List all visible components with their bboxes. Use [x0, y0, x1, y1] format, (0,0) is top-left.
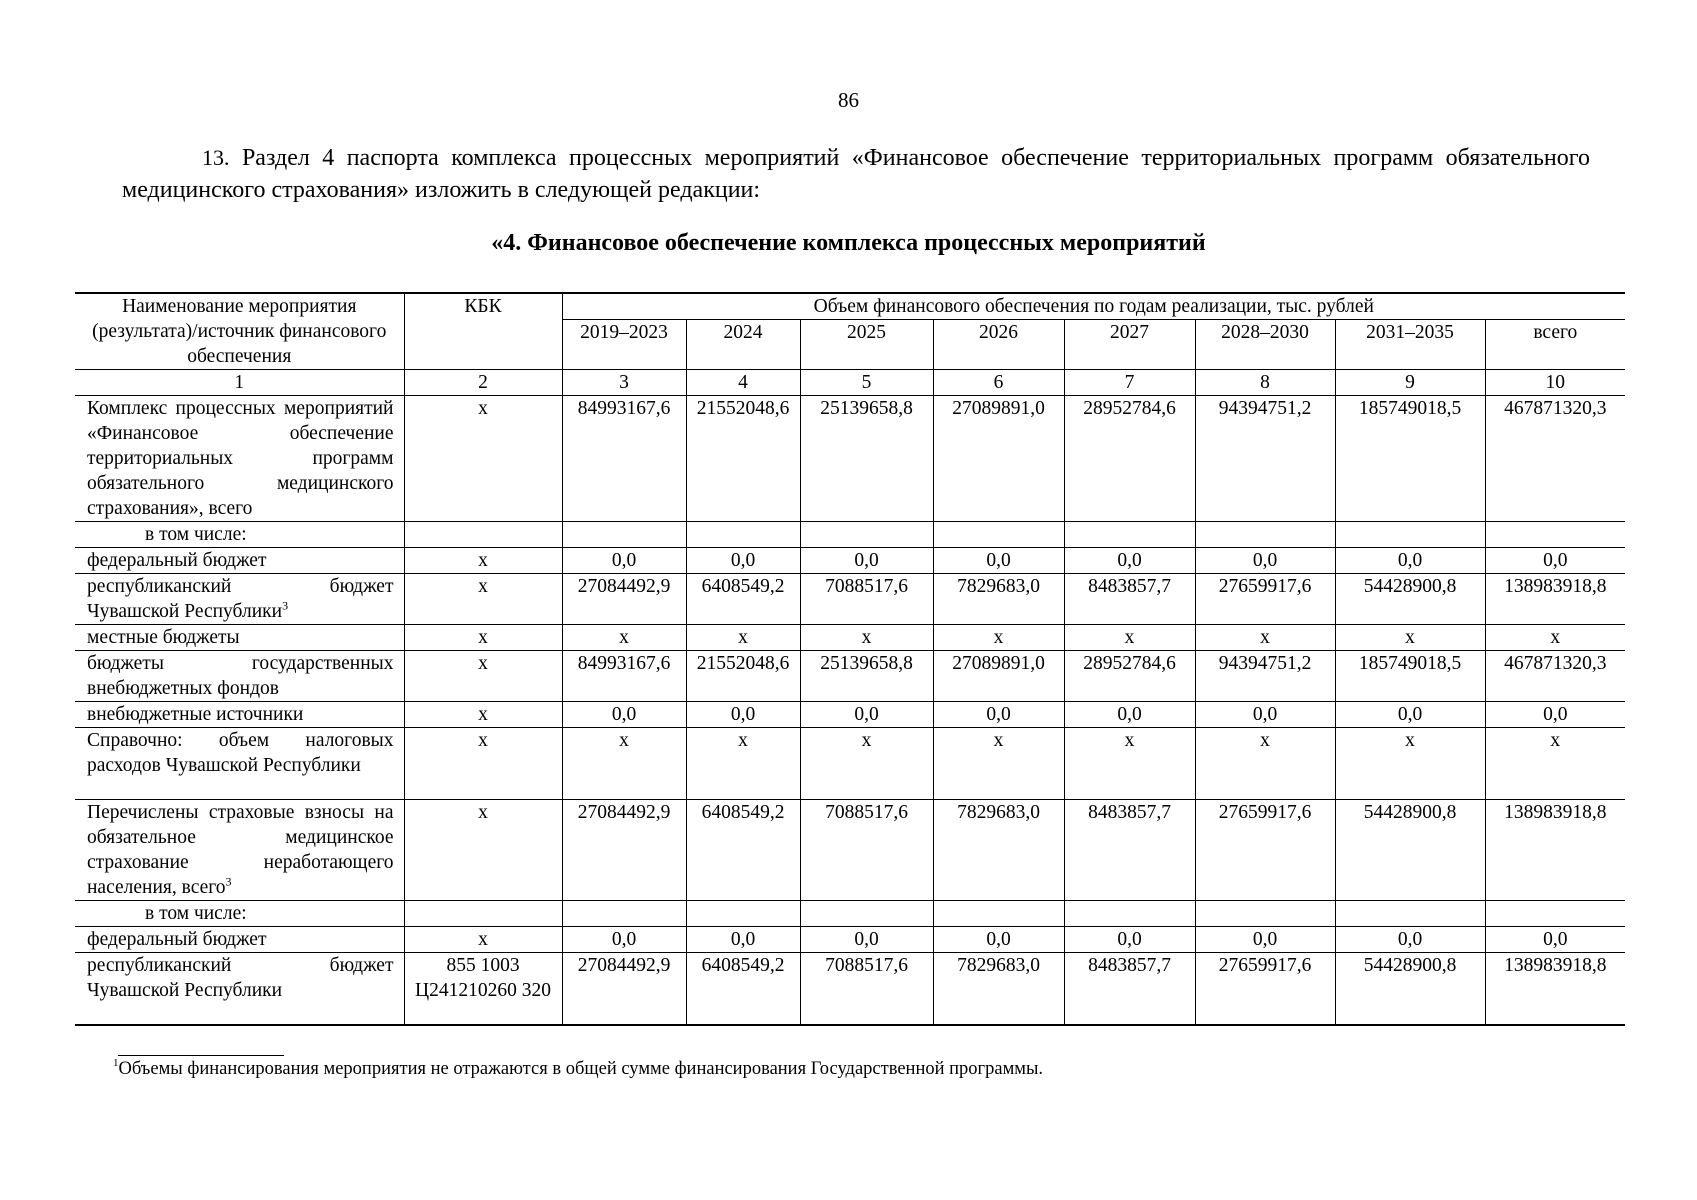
- table-row: [75, 651, 1625, 702]
- row-value: [1064, 901, 1195, 927]
- header-year: 2028–2030: [1195, 320, 1335, 370]
- row-value: [1195, 522, 1335, 548]
- column-number: 5: [800, 370, 933, 396]
- row-value: 0,0: [1485, 702, 1625, 728]
- row-value: 138983918,8: [1485, 574, 1625, 625]
- row-value: 0,0: [1195, 927, 1335, 953]
- row-value: [933, 522, 1064, 548]
- row-value: 0,0: [562, 702, 686, 728]
- row-value: 467871320,3: [1485, 651, 1625, 702]
- row-value: 0,0: [933, 927, 1064, 953]
- row-name: Перечислены страховые взносы на обязательное медицинское страхование неработающего населения, всего: [87, 802, 394, 898]
- financing-table: [75, 292, 1625, 1026]
- row-name: Справочно: объем налоговых расходов Чувашской Республики: [87, 730, 394, 776]
- row-value: 25139658,8: [800, 651, 933, 702]
- header-year: всего: [1485, 320, 1625, 370]
- row-value: [686, 901, 800, 927]
- row-name-cell: [75, 625, 404, 651]
- row-name-cell: [75, 927, 404, 953]
- row-value: х: [1195, 625, 1335, 651]
- header-year: 2027: [1064, 320, 1195, 370]
- row-value: [1485, 522, 1625, 548]
- row-value: 94394751,2: [1195, 651, 1335, 702]
- column-number: 8: [1195, 370, 1335, 396]
- row-value: [800, 901, 933, 927]
- table-row: [75, 901, 1625, 927]
- row-value: 25139658,8: [800, 396, 933, 522]
- row-value: 27659917,6: [1195, 800, 1335, 901]
- column-number: 9: [1335, 370, 1485, 396]
- row-kbk: х: [404, 702, 562, 728]
- row-value: 84993167,6: [562, 396, 686, 522]
- row-name-cell: [75, 901, 404, 927]
- row-name: в том числе:: [145, 903, 247, 924]
- table-row: [75, 800, 1625, 901]
- row-value: х: [800, 625, 933, 651]
- row-name-cell: [75, 728, 404, 800]
- table-row: [75, 396, 1625, 522]
- row-value: 0,0: [1064, 927, 1195, 953]
- row-value: 7829683,0: [933, 574, 1064, 625]
- row-value: [933, 901, 1064, 927]
- intro-text: Раздел 4 паспорта комплекса процессных мероприятий «Финансовое обеспечение территориальных программ обязательного медицинского страхования» изложить в следующей редакции:: [122, 145, 1590, 203]
- table-row: [75, 625, 1625, 651]
- footnote-text: Объемы финансирования мероприятия не отражаются в общей сумме финансирования Государственной программы.: [118, 1059, 1044, 1079]
- row-name-cell: [75, 953, 404, 1025]
- row-name: в том числе:: [145, 524, 247, 545]
- row-value: 185749018,5: [1335, 396, 1485, 522]
- row-value: 27084492,9: [562, 800, 686, 901]
- row-name-footnote-mark: 3: [282, 598, 289, 613]
- row-value: 7088517,6: [800, 574, 933, 625]
- row-value: [1195, 901, 1335, 927]
- row-value: х: [562, 728, 686, 800]
- row-kbk: х: [404, 728, 562, 800]
- row-value: х: [686, 625, 800, 651]
- row-kbk: х: [404, 651, 562, 702]
- header-year: 2025: [800, 320, 933, 370]
- row-value: х: [1485, 625, 1625, 651]
- header-volume: Объем финансового обеспечения по годам реализации, тыс. рублей: [562, 293, 1625, 320]
- row-value: х: [933, 728, 1064, 800]
- row-value: 54428900,8: [1335, 800, 1485, 901]
- row-value: 7829683,0: [933, 953, 1064, 1025]
- row-value: 0,0: [800, 927, 933, 953]
- row-value: 0,0: [1335, 548, 1485, 574]
- column-number: 7: [1064, 370, 1195, 396]
- row-value: 7088517,6: [800, 953, 933, 1025]
- column-number: 2: [404, 370, 562, 396]
- row-value: 0,0: [933, 548, 1064, 574]
- intro-item-number: 13.: [202, 145, 230, 170]
- section-title: «4. Финансовое обеспечение комплекса процессных мероприятий: [491, 230, 1206, 256]
- row-name: республиканский бюджет Чувашской Республики: [87, 955, 394, 1001]
- row-value: 27659917,6: [1195, 574, 1335, 625]
- row-value: 8483857,7: [1064, 574, 1195, 625]
- row-name: федеральный бюджет: [87, 929, 267, 950]
- table-row: [75, 927, 1625, 953]
- row-value: 0,0: [562, 927, 686, 953]
- row-name: внебюджетные источники: [87, 704, 304, 725]
- row-kbk: х: [404, 927, 562, 953]
- table-row: [75, 953, 1625, 1025]
- column-number: 6: [933, 370, 1064, 396]
- row-name: республиканский бюджет Чувашской Республики: [87, 576, 394, 622]
- row-value: 0,0: [686, 702, 800, 728]
- row-value: [686, 522, 800, 548]
- header-year: 2019–2023: [562, 320, 686, 370]
- table-row: [75, 522, 1625, 548]
- row-value: 0,0: [1064, 702, 1195, 728]
- footnote: [113, 1058, 1613, 1080]
- row-value: [1485, 901, 1625, 927]
- row-value: 0,0: [562, 548, 686, 574]
- row-name: Комплекс процессных мероприятий «Финансовое обеспечение территориальных программ обязательного медицинского страхования», всего: [87, 398, 394, 519]
- column-number: 1: [75, 370, 404, 396]
- table-row: [75, 574, 1625, 625]
- footnote-separator: [118, 1055, 284, 1056]
- table-row: [75, 548, 1625, 574]
- row-value: х: [1335, 728, 1485, 800]
- row-value: 0,0: [1485, 927, 1625, 953]
- row-name-cell: [75, 702, 404, 728]
- row-value: 28952784,6: [1064, 651, 1195, 702]
- row-value: 185749018,5: [1335, 651, 1485, 702]
- row-name: бюджеты государственных внебюджетных фондов: [87, 653, 394, 699]
- row-value: 21552048,6: [686, 651, 800, 702]
- row-value: 467871320,3: [1485, 396, 1625, 522]
- page-number: 86: [838, 88, 859, 112]
- row-value: 84993167,6: [562, 651, 686, 702]
- row-value: 0,0: [686, 548, 800, 574]
- row-value: 6408549,2: [686, 953, 800, 1025]
- row-value: 6408549,2: [686, 574, 800, 625]
- column-numbers-row: [75, 370, 1625, 396]
- row-value: [800, 522, 933, 548]
- row-name-cell: [75, 651, 404, 702]
- row-value: [562, 522, 686, 548]
- row-name: федеральный бюджет: [87, 550, 267, 571]
- row-name-cell: [75, 396, 404, 522]
- row-value: 0,0: [800, 548, 933, 574]
- row-value: 54428900,8: [1335, 574, 1485, 625]
- header-row: [75, 293, 1625, 320]
- row-value: 138983918,8: [1485, 800, 1625, 901]
- row-value: 8483857,7: [1064, 953, 1195, 1025]
- row-kbk: [404, 901, 562, 927]
- footnote-mark: 1: [113, 1057, 119, 1069]
- row-value: [562, 901, 686, 927]
- table-row: [75, 702, 1625, 728]
- intro-paragraph: [122, 142, 1590, 206]
- row-value: 0,0: [800, 702, 933, 728]
- row-kbk: х: [404, 800, 562, 901]
- header-year: 2031–2035: [1335, 320, 1485, 370]
- row-value: 0,0: [1335, 702, 1485, 728]
- row-value: 54428900,8: [1335, 953, 1485, 1025]
- row-kbk: х: [404, 548, 562, 574]
- row-value: х: [1064, 728, 1195, 800]
- row-value: 138983918,8: [1485, 953, 1625, 1025]
- row-value: 0,0: [1485, 548, 1625, 574]
- row-value: 7829683,0: [933, 800, 1064, 901]
- header-year: 2024: [686, 320, 800, 370]
- row-value: [1064, 522, 1195, 548]
- column-number: 4: [686, 370, 800, 396]
- row-value: х: [686, 728, 800, 800]
- row-value: 8483857,7: [1064, 800, 1195, 901]
- row-name-cell: [75, 800, 404, 901]
- row-value: 27084492,9: [562, 953, 686, 1025]
- row-kbk: 855 1003 Ц241210260 320: [404, 953, 562, 1025]
- header-kbk: КБК: [404, 293, 562, 370]
- row-value: 94394751,2: [1195, 396, 1335, 522]
- row-value: х: [1064, 625, 1195, 651]
- row-name: местные бюджеты: [87, 627, 240, 648]
- row-value: х: [1335, 625, 1485, 651]
- row-name-footnote-mark: 3: [225, 874, 232, 889]
- row-value: 27089891,0: [933, 651, 1064, 702]
- table-row: [75, 728, 1625, 800]
- row-value: 0,0: [1195, 548, 1335, 574]
- header-year: 2026: [933, 320, 1064, 370]
- column-number: 10: [1485, 370, 1625, 396]
- row-value: х: [933, 625, 1064, 651]
- row-value: х: [1195, 728, 1335, 800]
- row-value: 0,0: [1335, 927, 1485, 953]
- row-name-cell: [75, 548, 404, 574]
- row-name-cell: [75, 522, 404, 548]
- row-kbk: х: [404, 625, 562, 651]
- row-value: х: [1485, 728, 1625, 800]
- row-value: 27659917,6: [1195, 953, 1335, 1025]
- row-value: [1335, 901, 1485, 927]
- row-value: 6408549,2: [686, 800, 800, 901]
- row-value: 0,0: [933, 702, 1064, 728]
- row-name-cell: [75, 574, 404, 625]
- row-value: х: [800, 728, 933, 800]
- header-name: Наименование мероприятия (результата)/источник финансового обеспечения: [75, 293, 404, 370]
- column-number: 3: [562, 370, 686, 396]
- row-value: 0,0: [1195, 702, 1335, 728]
- row-value: 7088517,6: [800, 800, 933, 901]
- row-value: 27084492,9: [562, 574, 686, 625]
- row-kbk: х: [404, 574, 562, 625]
- row-kbk: [404, 522, 562, 548]
- row-value: 0,0: [1064, 548, 1195, 574]
- row-value: 21552048,6: [686, 396, 800, 522]
- row-value: 27089891,0: [933, 396, 1064, 522]
- row-value: х: [562, 625, 686, 651]
- row-value: 28952784,6: [1064, 396, 1195, 522]
- row-kbk: х: [404, 396, 562, 522]
- row-value: [1335, 522, 1485, 548]
- row-value: 0,0: [686, 927, 800, 953]
